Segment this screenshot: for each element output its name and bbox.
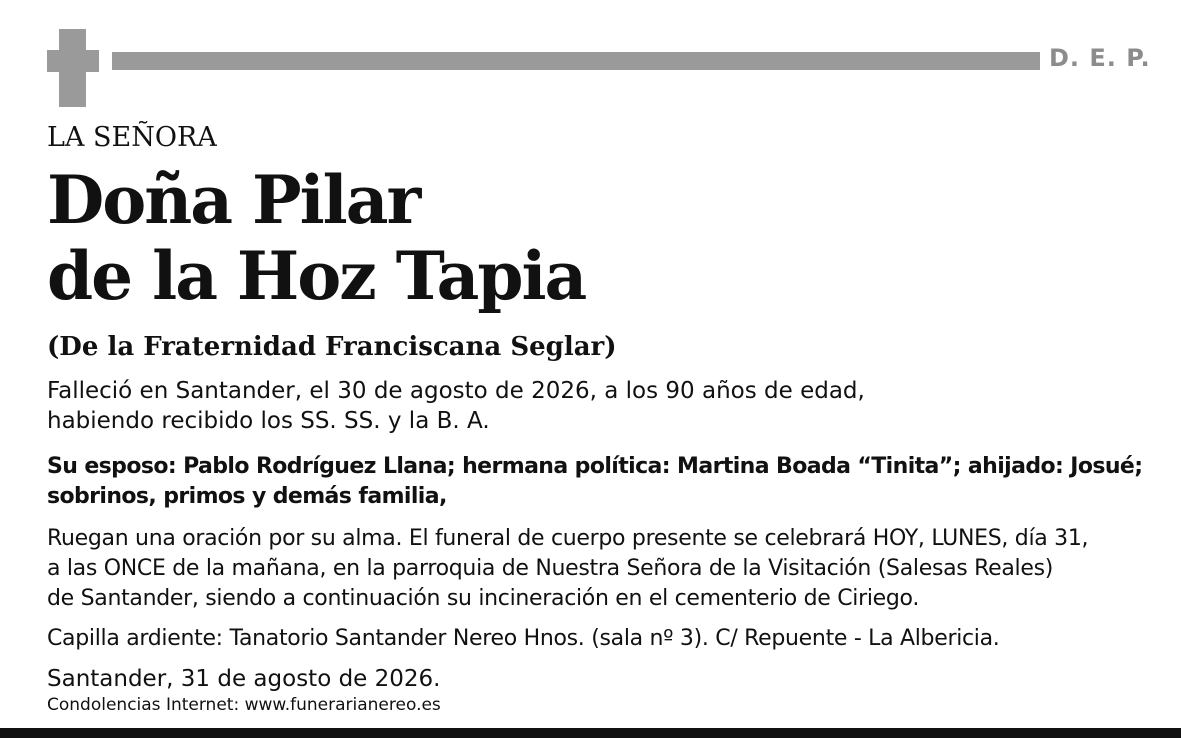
funeral-details-line-2: a las ONCE de la mañana, en la parroquia de Nuestra Señora de la Visitación (Salesas Reales): [47, 556, 1054, 581]
honorific: LA SEÑORA: [47, 122, 217, 153]
cross-horizontal-bar: [47, 50, 99, 72]
header-rule: [112, 52, 1040, 70]
funeral-details: [47, 524, 1088, 614]
family-list-line-1: Su esposo: Pablo Rodríguez Llana; hermana política: Martina Boada “Tinita”; ahijado: Josué;: [47, 454, 1143, 479]
deceased-name-line-1: Doña Pilar: [47, 161, 420, 239]
footer-rule: [0, 728, 1181, 738]
death-details-line-2: habiendo recibido los SS. SS. y la B. A.: [47, 408, 490, 434]
funeral-details-line-1: Ruegan una oración por su alma. El funeral de cuerpo presente se celebrará HOY, LUNES, día 31,: [47, 526, 1089, 551]
dep-label: D. E. P.: [1049, 44, 1151, 72]
condolences-link: Condolencias Internet: www.funerarianereo.es: [47, 695, 441, 715]
chapel-details: Capilla ardiente: Tanatorio Santander Nereo Hnos. (sala nº 3). C/ Repuente - La Albericia.: [47, 626, 1000, 651]
family-list-line-2: sobrinos, primos y demás familia,: [47, 484, 447, 509]
death-details-line-1: Falleció en Santander, el 30 de agosto de 2026, a los 90 años de edad,: [47, 378, 865, 404]
affiliation: (De la Fraternidad Franciscana Seglar): [47, 332, 617, 362]
place-date: Santander, 31 de agosto de 2026.: [47, 666, 441, 692]
funeral-details-line-3: de Santander, siendo a continuación su incineración en el cementerio de Ciriego.: [47, 586, 920, 611]
deceased-name: [47, 162, 585, 314]
family-list: [47, 452, 1142, 512]
death-details: [47, 376, 865, 436]
deceased-name-line-2: de la Hoz Tapia: [47, 237, 586, 315]
